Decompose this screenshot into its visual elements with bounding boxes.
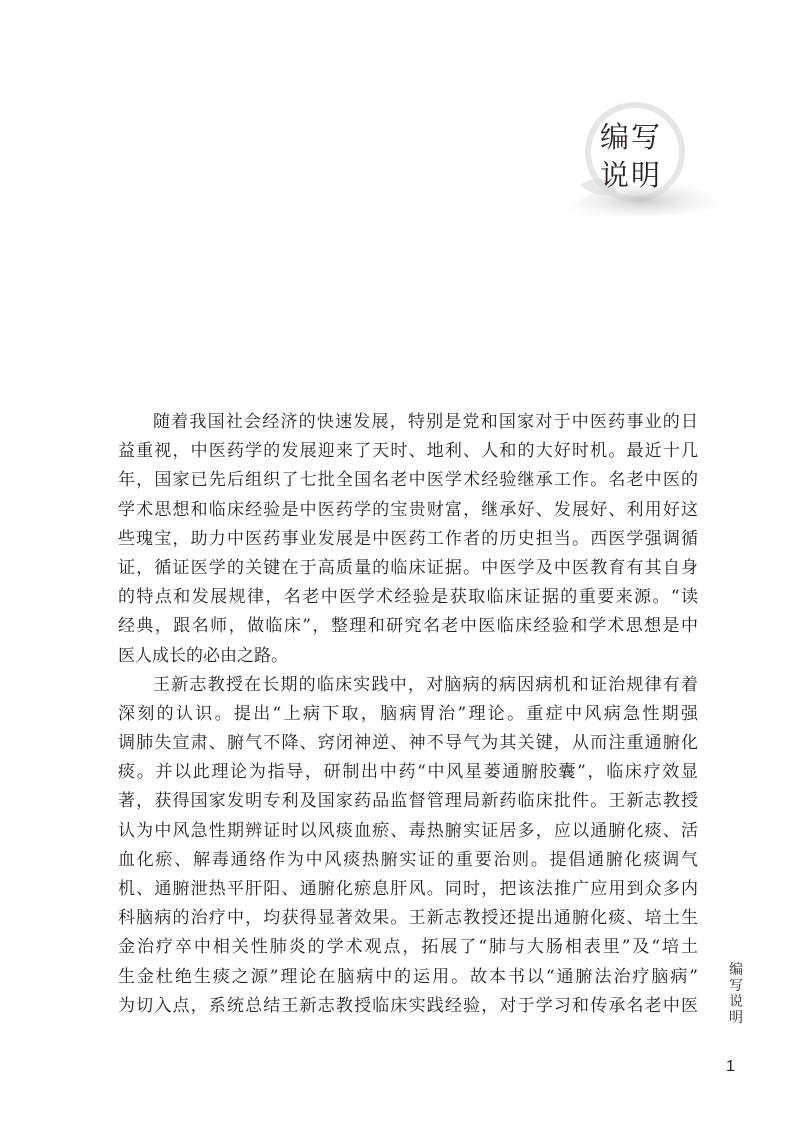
paragraph-line: 些瑰宝，助力中医药事业发展是中医药工作者的历史担当。西医学强调循: [118, 528, 698, 549]
paragraph-line: 调肺失宣肃、腑气不降、窍闭神逆、神不导气为其关键，从而注重通腑化: [118, 733, 698, 754]
paragraph-line: 机、通腑泄热平肝阳、通腑化瘀息肝风。同时，把该法推广应用到众多内: [118, 879, 698, 899]
section-title-line-1: 编写: [600, 120, 663, 154]
paragraph-line: 学术思想和临床经验是中医药学的宝贵财富，继承好、发展好、利用好这: [118, 499, 698, 520]
paragraph-line: 血化瘀、解毒通络作为中风痰热腑实证的重要治则。提倡通腑化痰调气: [118, 849, 698, 870]
paragraph-line: 益重视，中医药学的发展迎来了天时、地利、人和的大好时机。最近十几: [118, 441, 698, 462]
paragraph-line: 经典，跟名师，做临床”，整理和研究名老中医临床经验和学术思想是中: [118, 616, 698, 637]
paragraph-line: 的特点和发展规律，名老中医学术经验是获取临床证据的重要来源。“读: [118, 587, 698, 608]
body-text: [118, 408, 698, 1021]
page-number: 1: [726, 1058, 735, 1075]
paragraph-line: 深刻的认识。提出“上病下取，脑病胃治”理论。重症中风病急性期强: [118, 703, 698, 724]
section-title-line-2: 说明: [600, 158, 663, 192]
paragraph-line: 王新志教授在长期的临床实践中，对脑病的病因病机和证治规律有着: [153, 674, 698, 695]
paragraph-line: 著，获得国家发明专利及国家药品监督管理局新药临床批件。王新志教授: [118, 791, 698, 812]
paragraph-line: 科脑病的治疗中，均获得显著效果。王新志教授还提出通腑化痰、培土生: [118, 908, 698, 929]
paragraph-line: 医人成长的必由之路。: [118, 645, 288, 666]
paragraph-line: 生金杜绝生痰之源”理论在脑病中的运用。故本书以“通腑法治疗脑病”: [118, 966, 698, 987]
paragraph-line: 证，循证医学的关键在于高质量的临床证据。中医学及中医教育有其自身: [118, 557, 698, 578]
paragraph-line: 金治疗卒中相关性肺炎的学术观点，拓展了“肺与大肠相表里”及“培土: [118, 937, 698, 958]
side-section-label: 编写说明: [729, 962, 743, 1026]
paragraph-line: 年，国家已先后组织了七批全国名老中医学术经验继承工作。名老中医的: [118, 470, 698, 491]
paragraph-line: 随着我国社会经济的快速发展，特别是党和国家对于中医药事业的日: [153, 412, 698, 432]
paragraph-line: 为切入点，系统总结王新志教授临床实践经验，对于学习和传承名老中医: [118, 995, 698, 1016]
section-title: [600, 118, 680, 194]
paragraph-line: 认为中风急性期辨证时以风痰血瘀、毒热腑实证居多，应以通腑化痰、活: [118, 820, 698, 841]
paragraph-line: 痰。并以此理论为指导，研制出中药“中风星蒌通腑胶囊”，临床疗效显: [118, 762, 698, 783]
